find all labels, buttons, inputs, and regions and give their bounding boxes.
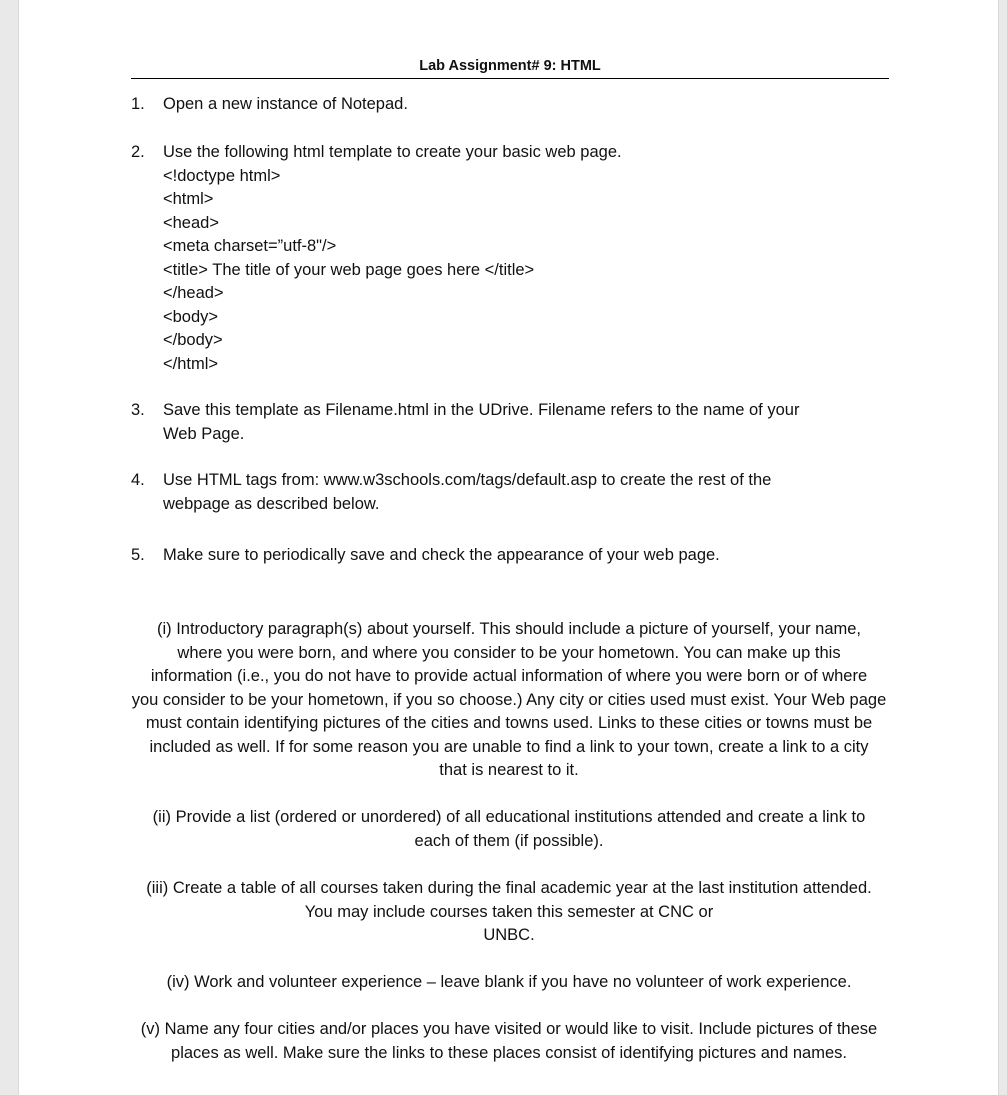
step-text xyxy=(163,141,873,376)
html-template-code xyxy=(163,165,873,377)
requirement-line: (iv) Work and volunteer experience – leave blank if you have no volunteer of work experience. xyxy=(166,973,852,991)
code-line: <html> xyxy=(163,190,214,208)
step-text xyxy=(163,469,873,516)
requirement-iv xyxy=(73,971,945,995)
title-underline xyxy=(131,78,889,79)
step-text xyxy=(163,93,873,117)
requirement-line: you consider to be your hometown, if you so choose.) Any city or cities used must exist. Your Web page xyxy=(131,690,887,709)
code-line: <meta charset=”utf-8"/> xyxy=(163,237,337,255)
requirement-line: You may include courses taken this semester at CNC or xyxy=(304,902,714,921)
step-line: Save this template as Filename.html in the UDrive. Filename refers to the name of your xyxy=(163,401,800,419)
step-number: 2. xyxy=(131,143,145,161)
requirement-line: (i) Introductory paragraph(s) about yourself. This should include a picture of yourself, your name, xyxy=(156,620,862,638)
requirement-ii xyxy=(73,806,945,853)
step-line: Use the following html template to create your basic web page. xyxy=(163,143,622,161)
requirement-line: (iii) Create a table of all courses taken during the final academic year at the last institution attended. xyxy=(146,879,872,897)
code-line: </head> xyxy=(163,284,224,302)
step-number: 5. xyxy=(131,546,145,564)
code-line: <!doctype html> xyxy=(163,166,281,185)
code-line: <title> The title of your web page goes here </title> xyxy=(163,260,535,279)
requirement-v xyxy=(73,1018,945,1065)
requirement-line: included as well. If for some reason you are unable to find a link to your town, create a link to a city xyxy=(149,737,869,756)
requirement-line: information (i.e., you do not have to provide actual information of where you were born or of where xyxy=(150,667,868,685)
requirement-line: must contain identifying pictures of the cities and towns used. Links to these cities or towns must be xyxy=(145,714,873,732)
step-text xyxy=(163,544,873,568)
requirement-line: each of them (if possible). xyxy=(414,831,604,850)
step-line: Make sure to periodically save and check the appearance of your web page. xyxy=(163,546,720,564)
document-page xyxy=(18,0,999,1095)
step-text xyxy=(163,399,873,446)
step-line: Web Page. xyxy=(163,424,245,443)
step-number: 1. xyxy=(131,95,145,113)
requirement-line: that is nearest to it. xyxy=(439,761,579,779)
step-line: Use HTML tags from: www.w3schools.com/tags/default.asp to create the rest of the xyxy=(163,471,772,489)
requirement-line: places as well. Make sure the links to these places consist of identifying pictures and names. xyxy=(171,1043,847,1062)
requirement-line: UNBC. xyxy=(483,926,535,944)
requirement-line: (ii) Provide a list (ordered or unordered) of all educational institutions attended and create a link to xyxy=(152,808,866,826)
requirement-line: where you were born, and where you consider to be your hometown. You can make up this xyxy=(177,643,841,662)
document-title: Lab Assignment# 9: HTML xyxy=(419,58,601,74)
code-line: <head> xyxy=(163,213,219,232)
code-line: </body> xyxy=(163,331,223,349)
requirement-i xyxy=(73,618,945,783)
step-line: Open a new instance of Notepad. xyxy=(163,95,408,113)
requirement-line: (v) Name any four cities and/or places you have visited or would like to visit. Include pictures of these xyxy=(140,1020,878,1038)
requirement-iii xyxy=(73,877,945,948)
code-line: <body> xyxy=(163,307,219,326)
step-number: 4. xyxy=(131,471,145,489)
step-line: webpage as described below. xyxy=(163,494,380,513)
step-number: 3. xyxy=(131,401,145,419)
code-line: </html> xyxy=(163,354,219,373)
